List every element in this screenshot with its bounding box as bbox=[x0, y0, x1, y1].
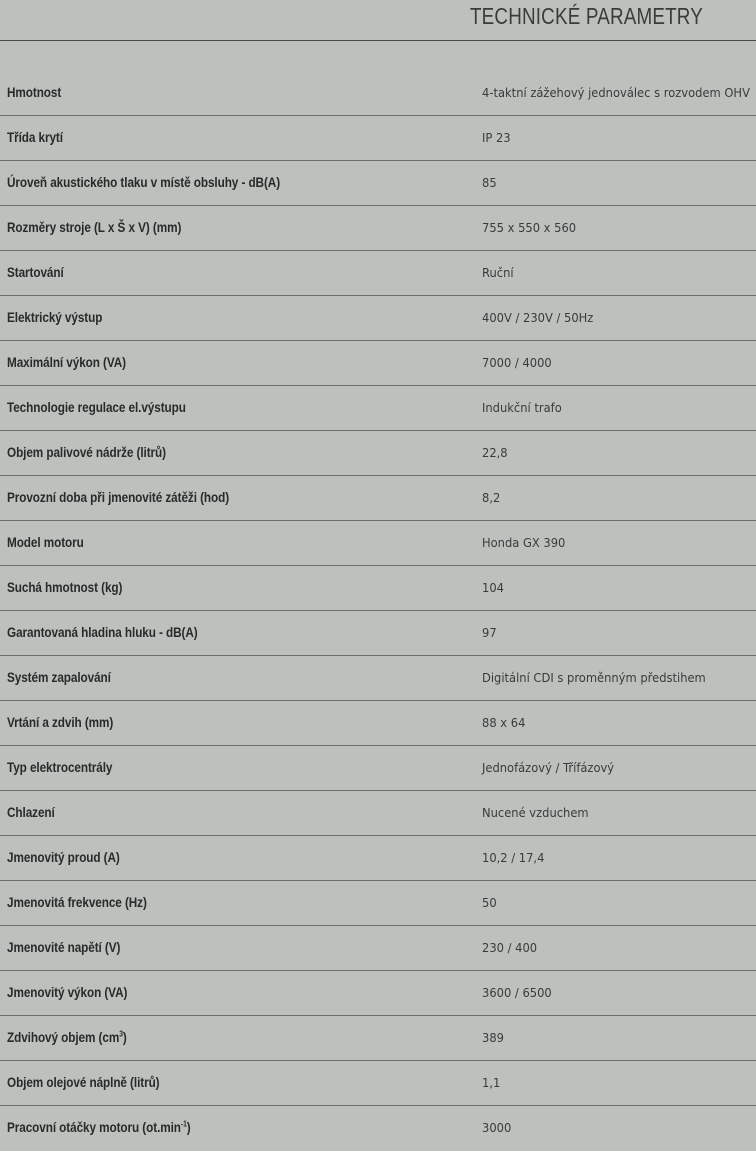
spec-label: Elektrický výstup bbox=[7, 309, 103, 325]
spec-label: Jmenovitý výkon (VA) bbox=[7, 984, 128, 1000]
spec-value: Digitální CDI s proměnným předstihem bbox=[482, 670, 706, 685]
spec-row bbox=[0, 746, 756, 791]
spec-value: 230 / 400 bbox=[482, 940, 538, 955]
spec-label-superscript: 3 bbox=[119, 1029, 123, 1039]
spec-value: IP 23 bbox=[482, 130, 511, 145]
spec-value: 8,2 bbox=[482, 490, 501, 505]
page-title: TECHNICKÉ PARAMETRY bbox=[470, 3, 703, 29]
spec-label: Jmenovité napětí (V) bbox=[7, 939, 121, 955]
spec-value: 88 x 64 bbox=[482, 715, 526, 730]
spec-value: Ruční bbox=[482, 265, 514, 280]
spec-value: 3000 bbox=[482, 1120, 512, 1135]
spec-label: Zdvihový objem $(cm^3)$ bbox=[7, 1029, 127, 1045]
spec-row bbox=[0, 521, 756, 566]
spec-label: Model motoru bbox=[7, 534, 84, 550]
spec-row bbox=[0, 1106, 756, 1151]
spec-value: 22,8 bbox=[482, 445, 508, 460]
page-header bbox=[0, 0, 756, 41]
spec-value: 50 bbox=[482, 895, 497, 910]
spec-label: Systém zapalování bbox=[7, 669, 111, 685]
spec-value: Honda GX 390 bbox=[482, 535, 566, 550]
spec-row bbox=[0, 926, 756, 971]
spec-label-superscript: -1 bbox=[180, 1119, 187, 1129]
spec-row bbox=[0, 71, 756, 116]
spec-row bbox=[0, 1061, 756, 1106]
spec-row bbox=[0, 881, 756, 926]
spec-row bbox=[0, 566, 756, 611]
spec-row bbox=[0, 341, 756, 386]
spec-label: Garantovaná hladina hluku - dB(A) bbox=[7, 624, 198, 640]
spec-value: 104 bbox=[482, 580, 504, 595]
spec-row bbox=[0, 431, 756, 476]
spec-label: Jmenovitý proud (A) bbox=[7, 849, 120, 865]
spec-value: Indukční trafo bbox=[482, 400, 562, 415]
spec-label: Maximální výkon (VA) bbox=[7, 354, 127, 370]
spec-value: 85 bbox=[482, 175, 497, 190]
spec-label: Vrtání a zdvih (mm) bbox=[7, 714, 114, 730]
spec-value: Nucené vzduchem bbox=[482, 805, 589, 820]
spec-label: Rozměry stroje (L x Š x V) (mm) bbox=[7, 219, 182, 235]
spec-table bbox=[0, 71, 756, 1151]
spec-row bbox=[0, 701, 756, 746]
spec-label: Startování bbox=[7, 264, 64, 280]
spec-row bbox=[0, 1016, 756, 1061]
spec-row bbox=[0, 296, 756, 341]
spec-value: Jednofázový / Třífázový bbox=[482, 760, 615, 775]
spec-value: 755 x 550 x 560 bbox=[482, 220, 577, 235]
spec-row bbox=[0, 251, 756, 296]
spec-row bbox=[0, 116, 756, 161]
spec-value: 97 bbox=[482, 625, 497, 640]
spec-label: Technologie regulace el.výstupu bbox=[7, 399, 186, 415]
spec-row bbox=[0, 161, 756, 206]
spec-label: Úroveň akustického tlaku v místě obsluhy - dB(A) bbox=[7, 174, 281, 190]
spec-label: Suchá hmotnost (kg) bbox=[7, 579, 123, 595]
spec-value: 3600 / 6500 bbox=[482, 985, 552, 1000]
spec-value: 400V / 230V / 50Hz bbox=[482, 310, 594, 325]
spec-row bbox=[0, 386, 756, 431]
spec-row bbox=[0, 611, 756, 656]
spec-label: Provozní doba při jmenovité zátěži (hod) bbox=[7, 489, 230, 505]
spec-label: Třída krytí bbox=[7, 129, 63, 145]
spec-row bbox=[0, 971, 756, 1016]
spec-row bbox=[0, 791, 756, 836]
spec-label: Objem palivové nádrže (litrů) bbox=[7, 444, 166, 460]
spec-value: 10,2 / 17,4 bbox=[482, 850, 545, 865]
spec-label: Objem olejové náplně (litrů) bbox=[7, 1074, 160, 1090]
spec-row bbox=[0, 836, 756, 881]
spec-label: Hmotnost bbox=[7, 84, 62, 100]
spec-label: Pracovní otáčky motoru $(ot.\min^{-1})$ bbox=[7, 1119, 191, 1135]
spec-value: 389 bbox=[482, 1030, 504, 1045]
spec-value: 1,1 bbox=[482, 1075, 501, 1090]
spec-label: Chlazení bbox=[7, 804, 55, 820]
spec-label: Jmenovitá frekvence (Hz) bbox=[7, 894, 147, 910]
spec-label: Typ elektrocentrály bbox=[7, 759, 113, 775]
spec-row bbox=[0, 206, 756, 251]
spec-row bbox=[0, 656, 756, 701]
spec-row bbox=[0, 476, 756, 521]
spec-value: 7000 / 4000 bbox=[482, 355, 552, 370]
spec-value: 4-taktní zážehový jednoválec s rozvodem OHV bbox=[482, 85, 750, 100]
